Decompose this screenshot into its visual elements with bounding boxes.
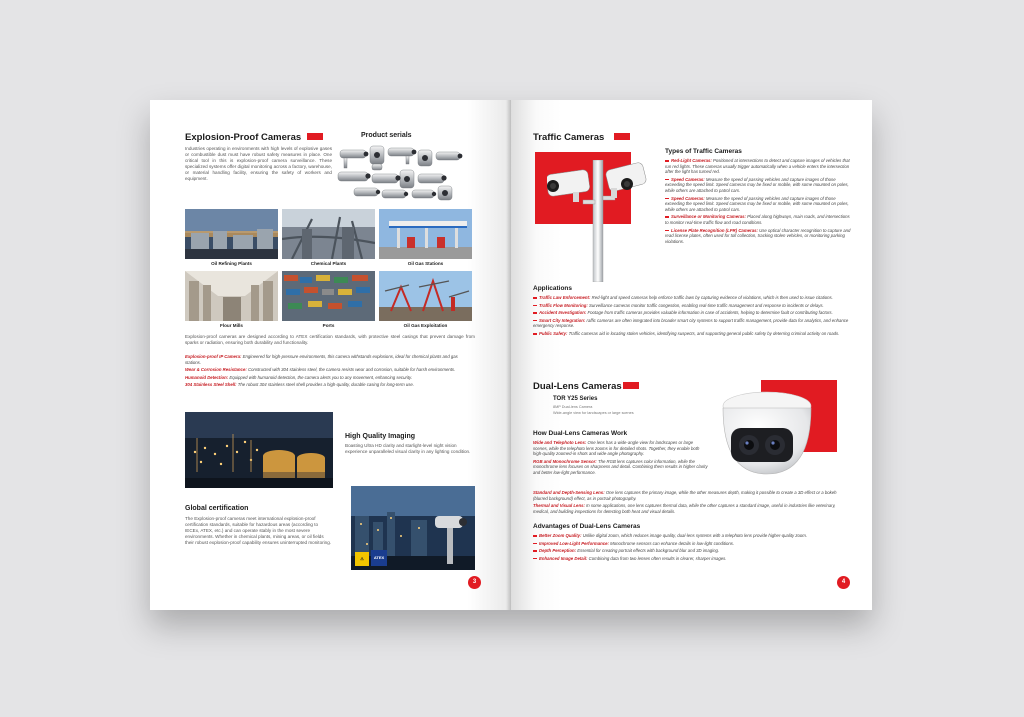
oil-gas-exploitation-photo <box>379 271 472 321</box>
flour-mills-photo <box>185 271 278 321</box>
grid-caption: Oil Gas Exploitation <box>403 323 448 328</box>
list-item: Speed Cameras: Measure the speed of passing vehicles and capture images of those exceeding the speed limit. Speed cameras may be fixed or mobile, with some mounted on poles, while others are attached to patrol cars. <box>665 195 849 212</box>
right-page <box>511 100 872 610</box>
list-item: Depth Perception: Essential for creating portrait effects with background blur and 3D imaging. <box>533 548 833 554</box>
list-item: Explosion-proof IP Camera: Engineered for high-pressure environments, this camera withstands explosions, ideal for chemical plants and gas stations. <box>185 354 458 365</box>
left-page <box>150 100 511 610</box>
refinery-night-photo <box>185 412 333 488</box>
grid-caption: Flour Mills <box>220 323 243 328</box>
dual-lens-title: Dual-Lens Cameras <box>533 381 622 392</box>
global-certification-heading: Global certification <box>185 505 249 512</box>
list-item: Traffic Flow Monitoring: Surveillance cameras monitor traffic congestion, enabling real-time traffic management and response to incidents or delays. <box>533 303 851 309</box>
intro-paragraph: Industries operating in environments with high levels of explosive gases or combustible dust must have robust safety measures in place. One critical tool in this is explosion-proof camera surveillance. These specialized systems offer digital monitoring across a factory, warehouse, or material handling facility, ensuring the safety of workers and equipment. <box>185 146 332 181</box>
advantages-heading: Advantages of Dual-Lens Cameras <box>533 523 641 530</box>
list-item: Better Zoom Quality: Unlike digital zoom, which reduces image quality, dual-lens systems with a telephoto lens provide higher-quality zoom. <box>533 533 833 539</box>
brochure-spread <box>150 100 872 610</box>
oil-gas-stations-photo <box>379 209 472 259</box>
page-number: 4 <box>837 576 850 589</box>
page-number: 3 <box>468 576 481 589</box>
title-accent-bar <box>623 382 639 389</box>
series-title: TOR Y25 Series <box>553 396 598 402</box>
series-line-1: 8MP Dual-lens Camera <box>553 405 593 409</box>
oil-refining-plants-photo <box>185 209 278 259</box>
product-camera-group-image <box>336 144 466 204</box>
grid-caption: Ports <box>322 323 335 328</box>
high-quality-imaging-text: Boasting Ultra HD clarity and starlight-level night vision experience unparalleled visual clarity in any lighting condition. <box>345 443 471 454</box>
applications-list <box>533 295 851 339</box>
how-it-works-list-1 <box>533 440 708 478</box>
chemical-plants-photo <box>282 209 375 259</box>
title-accent-bar <box>307 133 323 140</box>
list-item: Thermal and Visual Lens: In some applications, one lens captures thermal data, while the other captures a standard image, useful in industries like veterinary, medical, and building inspections for detecting both heat and visual details. <box>533 503 836 514</box>
global-certification-text: The Explosion-proof cameras meet international explosion-proof certification standards, suitable for hazardous areas (according to IECEx, ATEX, etc.) and can operate stably in the most severe environments. Whether in chemical plants, mining areas, or oil fields their robust explosion-proof capability ensures uninterrupted monitoring. <box>185 516 332 545</box>
list-item: Standard and Depth-Sensing Lens: One lens captures the primary image, while the other measures depth, making it possible to create a 3D effect or a bokeh (blurred background) effect, as in portrait photography. <box>533 490 837 501</box>
ex-badge: ⚠ <box>355 552 369 566</box>
applications-heading: Applications <box>533 285 573 292</box>
list-item: License Plate Recognition (LPR) Cameras: Use optical character recognition to capture and read license plates, often used for toll collection, tracking stolen vehicles, or monitoring parking violations. <box>665 227 851 244</box>
atex-paragraph: Explosion-proof cameras are designed according to ATEX certification standards, with protective steel casings that prevent damage from sparks or radiation, ensuring both durability and functionality. <box>185 334 475 345</box>
list-item: Surveillance or Monitoring Cameras: Placed along highways, main roads, and intersections to monitor real-time traffic flow and road conditions. <box>665 214 850 225</box>
advantages-list <box>533 533 833 563</box>
list-item: Enhanced Image Detail: Combining data from two lenses often results in clearer, sharper images. <box>533 556 833 562</box>
list-item: Traffic Law Enforcement: Red-light and speed cameras help enforce traffic laws by capturing evidence of violations, which is then used to issue citations. <box>533 295 851 301</box>
feature-list <box>185 354 475 390</box>
high-quality-imaging-heading: High Quality Imaging <box>345 433 416 440</box>
refinery-camera-photo <box>351 486 475 570</box>
list-item: Accident Investigation: Footage from traffic cameras provides valuable information in case of accidents, helping to determine fault or contributing factors. <box>533 310 851 316</box>
product-serials-heading: Product serials <box>361 132 412 139</box>
how-it-works-list-2 <box>533 490 851 516</box>
title-accent-bar <box>614 133 630 140</box>
traffic-cameras-title: Traffic Cameras <box>533 132 605 143</box>
types-heading: Types of Traffic Cameras <box>665 148 742 155</box>
list-item: Humanoid Detection: Equipped with humanoid detection, the camera alerts you to any movement, enhancing security. <box>185 374 413 380</box>
grid-caption: Oil Gas Stations <box>407 261 444 266</box>
atex-badge: ATEX <box>371 550 387 566</box>
dual-lens-camera-image <box>709 386 819 478</box>
list-item: Improved Low-Light Performance: Monochrome sensors can enhance details in low-light conditions. <box>533 541 833 547</box>
list-item: Speed Cameras: Measure the speed of passing vehicles and capture images of those exceeding the speed limit. Speed cameras may be fixed or mobile, with some mounted on poles, while others are attached to patrol cars. <box>665 176 849 193</box>
list-item: RGB and Monochrome Sensor: The RGB lens captures color information, while the monochrome lens focuses on sharpness and detail. Combining them results in higher clarity and better low-light performance. <box>533 458 708 475</box>
series-line-2: Wide-angle view for landscapes or large scenes <box>553 411 634 415</box>
list-item: Public Safety: Traffic cameras aid in locating stolen vehicles, identifying suspects, and supporting general public safety by deterring criminal activity on roads. <box>533 331 851 337</box>
traffic-camera-image <box>547 160 647 282</box>
list-item: Wear & Corrosion Resistance: Constructed with 304 stainless steel, the camera resists wear and corrosion, suitable for harsh environments. <box>185 367 456 373</box>
how-it-works-heading: How Dual-Lens Cameras Work <box>533 430 628 437</box>
list-item: Red-Light Cameras: Positioned at intersections to detect and capture images of vehicles that run red lights. These cameras usually trigger automatically when a vehicle enters the intersection after the light has turned red. <box>665 158 850 175</box>
list-item: Smart City Integration: raffic cameras are often integrated into broader smart city systems to support traffic management, provide data for analytics, and enhance emergency response. <box>533 317 849 329</box>
traffic-types-list <box>665 158 851 246</box>
grid-caption: Oil Refining Plants <box>211 261 252 266</box>
explosion-proof-title: Explosion-Proof Cameras <box>185 132 302 143</box>
list-item: 304 Stainless Steel Shell: The robust 304 stainless steel shell provides a high-quality, durable casing for long-term use. <box>185 382 414 388</box>
list-item: Wide and Telephoto Lens: One lens has a wide-angle view for landscapes or large scenes, while the telephoto lens zooms in for detailed shots. Together, they enable both high-quality zoomed-in shots and wide-angle photography. <box>533 440 700 457</box>
ports-photo <box>282 271 375 321</box>
grid-caption: Chemical Plants <box>310 261 347 266</box>
